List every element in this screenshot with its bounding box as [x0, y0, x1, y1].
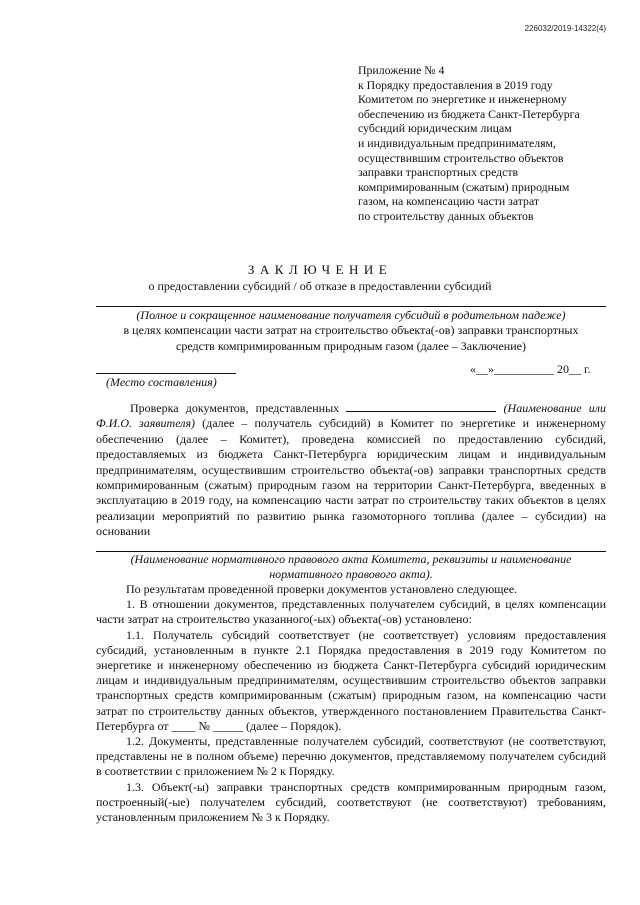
- appendix-line: обеспечению из бюджета Санкт-Петербурга: [358, 106, 580, 121]
- document-number: 226032/2019-14322(4): [524, 24, 606, 33]
- appendix-line: и индивидуальным предпринимателям,: [358, 135, 556, 150]
- appendix-line: заправки транспортных средств: [358, 165, 519, 180]
- document-title: ЗАКЛЮЧЕНИЕ: [247, 262, 393, 277]
- appendix-line: осуществившим строительство объектов: [358, 150, 564, 165]
- findings-paragraph: 1.3. Объект(-ы) заправки транспортных средств компримированным природным газом, построенный(-ые) получателем субсидий, соответствуют (не соответствуют) требованиям, установленным приложением № 3 к Порядку.: [96, 779, 606, 825]
- place-hint: (Место составления): [106, 375, 217, 389]
- findings-paragraph: 1.2. Документы, представленные получателем субсидий, соответствуют (не соответствуют, представлены не в полном объеме) перечню документов, представляемому получателем субсидий в соответствии с приложением № 2 к Порядку.: [96, 734, 606, 779]
- recipient-name-line: [96, 306, 606, 307]
- findings-paragraph: По результатам проведенной проверки документов установлено следующее.: [126, 582, 518, 596]
- body-start: Проверка документов, представленных: [130, 401, 340, 415]
- appendix-line: компримированным (сжатым) природным: [358, 179, 570, 194]
- appendix-line: субсидий юридическим лицам: [358, 121, 512, 136]
- findings-paragraph: 1.1. Получатель субсидий соответствует (не соответствует) условиям предоставления субсидий, установленным в пункте 2.1 Порядка предоставления в 2019 году Комитетом по энергетике и инженерному обеспечению из бюджета Санкт-Петербурга субсидий юридическим лицам и индивидуальным предпринимателям, осуществившим строительство объектов заправки транспортных средств компримированным (сжатым) природным газом, на компенсацию части затрат по строительству данных объектов, утвержденного постановлением Правительства Санкт-Петербурга от ____ № _____ (далее – Порядок).: [96, 627, 606, 733]
- legal-act-hint: (Наименование нормативного правового акта Комитета, реквизиты и наименование нормативного правового акта).: [130, 552, 572, 581]
- findings-paragraph: 1. В отношении документов, представленных получателем субсидий, в целях компенсации части затрат на строительство указанного(-ых) объекта(-ов) установлено:: [96, 597, 606, 627]
- body-rest: (далее – получатель субсидий) в Комитет по энергетике и инженерному обеспечению (далее – Комитет), проведена комиссией по предоставлению субсидий, предоставляемых из бюджета Санкт-Петербурга юридическим лицам и индивидуальным предпринимателям, осуществившим строительство объекта(-ов) заправки транспортных средств компримированным (сжатым) природным газом на территории Санкт-Петербурга, введенных в эксплуатацию в 2019 году, на компенсацию части затрат по строительству таких объектов в целях реализации мероприятий по развитию рынка газомоторного топлива (далее – субсидии) на основании: [96, 416, 606, 539]
- appendix-line: к Порядку предоставления в 2019 году: [358, 77, 553, 92]
- findings-section: [96, 582, 606, 825]
- purpose-line-2: средств компримированным природным газом (далее – Заключение): [176, 339, 526, 353]
- appendix-block: [358, 63, 623, 224]
- appendix-line: Приложение № 4: [358, 63, 445, 77]
- appendix-line: газом, на компенсацию части затрат: [358, 194, 540, 209]
- appendix-line: Комитетом по энергетике и инженерному: [358, 92, 567, 107]
- place-line: [96, 373, 236, 374]
- recipient-hint: (Полное и сокращенное наименование получателя субсидий в родительном падеже): [136, 308, 566, 322]
- body-text: [96, 401, 606, 540]
- applicant-hint: (Наименование или Ф.И.О. заявителя): [96, 401, 606, 431]
- appendix-line: по строительству данных объектов: [358, 208, 534, 223]
- body-paragraph: [96, 401, 606, 540]
- purpose-line-1: в целях компенсации части затрат на строительство объекта(-ов) заправки транспортных: [123, 323, 579, 337]
- document-subtitle: о предоставлении субсидий / об отказе в предоставлении субсидий: [148, 279, 492, 293]
- applicant-blank: [346, 401, 496, 412]
- date-field: «__»__________ 20__ г.: [470, 362, 591, 376]
